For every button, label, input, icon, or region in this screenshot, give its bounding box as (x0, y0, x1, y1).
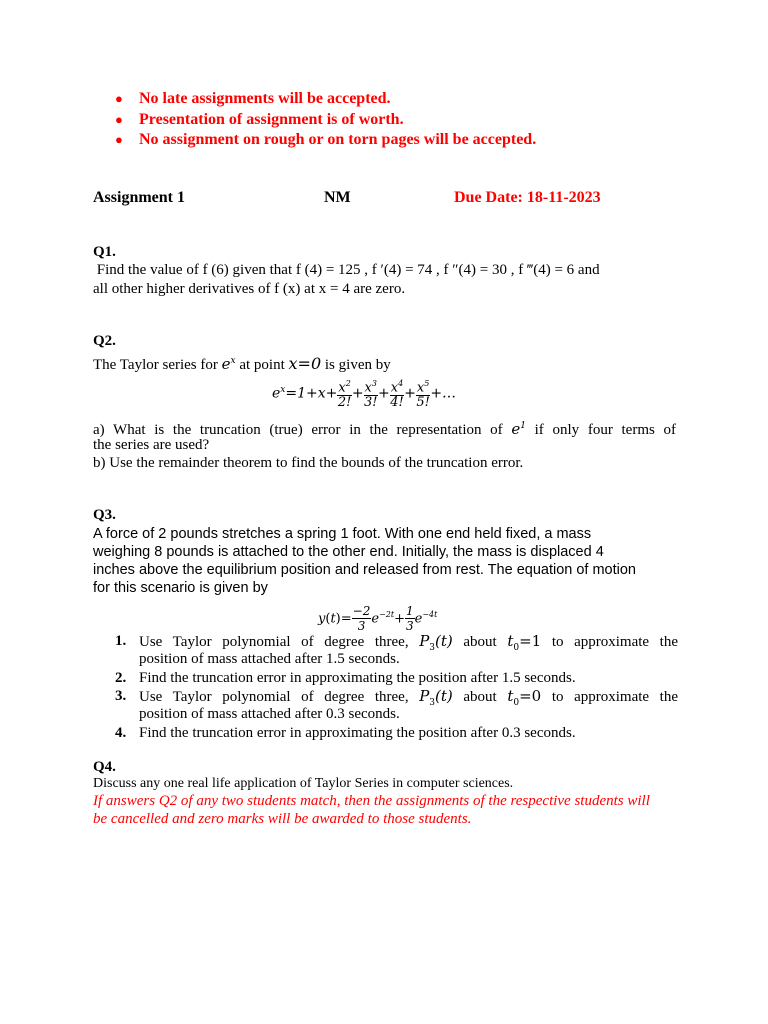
q1-line1: Find the value of f (6) given that f (4) = 125 , f ′(4) = 74 , f ″(4) = 30 , f ‴(4) = 6 and (93, 262, 600, 278)
q3-label: Q3. (93, 507, 116, 523)
q3-item: 4. Find the truncation error in approximating the position after 0.3 seconds. (115, 725, 576, 741)
q3-item: 1. Use Taylor polynomial of degree three, $P_3(t)$ about $t_0=1$ to approximate the (115, 632, 679, 653)
q1-line2: all other higher derivatives of f (x) at x = 4 are zero. (93, 281, 406, 297)
q2-intro: The Taylor series for $e^x$ at point x=0 is given by (93, 354, 391, 373)
taylor-series-equation: $e^x=1+x+$ $\frac{x^2}{2!}$ + $\frac{x^3}{3!}$ + $\frac{x^4}{4!}$ + $\frac{x^5}{5!}$ +… (272, 378, 457, 411)
q3-line: A force of 2 pounds stretches a spring 1 foot. With one end held fixed, a mass (93, 526, 592, 542)
q3-item: 2. Find the truncation error in approximating the position after 1.5 seconds. (115, 670, 576, 686)
assignment-title: Assignment 1 (93, 189, 186, 206)
q3-item: 3. Use Taylor polynomial of degree three, $P_3(t)$ about $t_0=0$ to approximate the (115, 687, 679, 708)
motion-equation: y(t)= $\frac{-2}{3}$ $e^{-2t}+$ $\frac{1}{3}$ $e^{-4t}$ (318, 604, 438, 634)
point-expression: x=0 (288, 354, 322, 373)
q2-part-b: b) Use the remainder theorem to find the bounds of the truncation error. (93, 455, 524, 471)
q3-line: for this scenario is given by (93, 580, 268, 596)
t0-expression: $t_0=1$ (507, 632, 542, 653)
q1-label: Q1. (93, 244, 116, 260)
e-x-expression: $e^x$ (221, 355, 236, 373)
rule-item: ● Presentation of assignment is of worth. (112, 110, 536, 131)
q3-item-line2: position of mass attached after 1.5 seconds. (139, 651, 400, 667)
plagiarism-warning-line2: be cancelled and zero marks will be awarded to those students. (93, 811, 472, 827)
bullet-icon: ● (115, 111, 123, 127)
due-date: Due Date: 18-11-2023 (454, 189, 601, 206)
e-1-expression: $e^1$ (511, 420, 526, 438)
plagiarism-warning: If answers Q2 of any two students match, then the assignments of the respective students will (93, 793, 650, 809)
q3-line: inches above the equilibrium position and released from rest. The equation of motion (93, 562, 636, 578)
bullet-icon: ● (115, 132, 123, 147)
q3-item-line2: position of mass attached after 0.3 seconds. (139, 706, 400, 722)
q4-text: Discuss any one real life application of Taylor Series in computer sciences. (93, 776, 514, 791)
p3-expression: $P_3(t)$ (419, 632, 453, 653)
bullet-icon: ● (115, 91, 123, 106)
q2-part-a: a) What is the truncation (true) error in the representation of $e^1$ if only four terms of (93, 420, 676, 438)
q2-label: Q2. (93, 333, 116, 349)
rule-item: ● No late assignments will be accepted. (112, 89, 536, 110)
q4-label: Q4. (93, 759, 116, 775)
rule-item: ● No assignment on rough or on torn pages will be accepted. (112, 130, 536, 151)
p3-expression: $P_3(t)$ (419, 687, 453, 708)
t0-expression: $t_0=0$ (507, 687, 542, 708)
q2-part-a-line2: the series are used? (93, 437, 210, 453)
subject-name: NM (324, 189, 351, 206)
q3-line: weighing 8 pounds is attached to the other end. Initially, the mass is displaced 4 (93, 544, 604, 560)
rules-list (112, 89, 536, 151)
